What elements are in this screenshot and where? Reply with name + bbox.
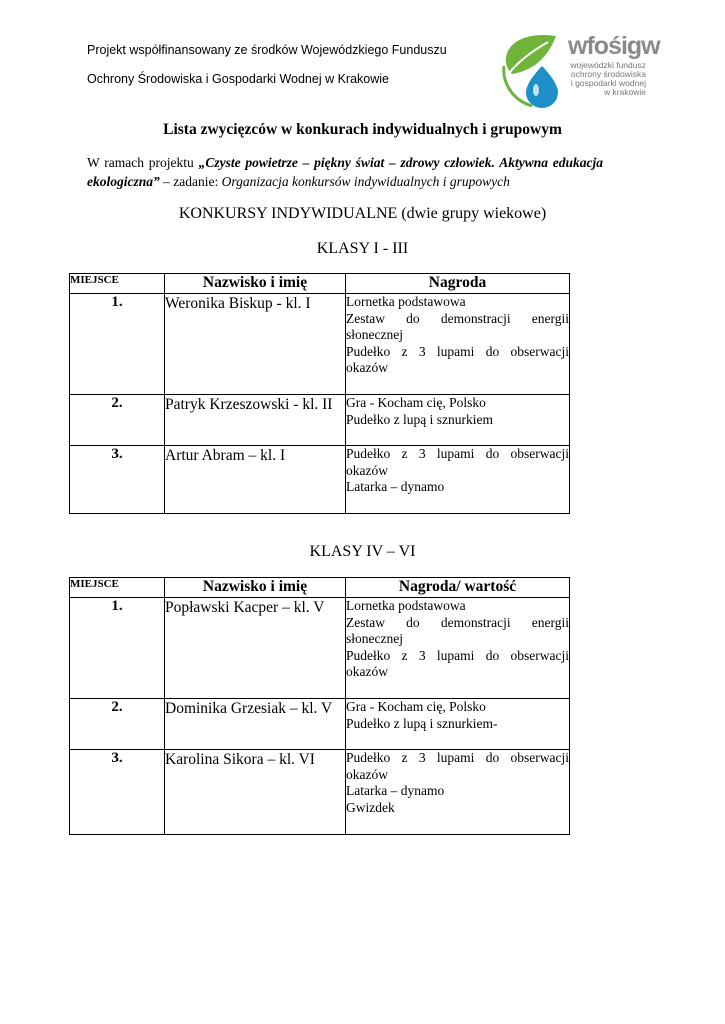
prize-item: Latarka – dynamo [346, 783, 445, 799]
prize-cell [346, 699, 570, 750]
results-table [69, 273, 570, 514]
name-cell: Popławski Kacper – kl. V [165, 598, 346, 699]
table-row [70, 750, 570, 835]
prize-item: Pudełko z 3 lupami do obserwacji okazów [346, 446, 569, 478]
prize-item: Lornetka podstawowa [346, 294, 466, 309]
prize-item: Latarka – dynamo [346, 479, 445, 495]
place-cell: 3. [70, 750, 165, 835]
prize-item: Zestaw do demonstracji energii słonecznej [346, 310, 569, 343]
intro-middle: – zadanie: [159, 174, 222, 189]
table-row [70, 598, 570, 699]
wfosigw-logo [498, 30, 658, 110]
column-header: Nagroda/ wartość [346, 578, 570, 598]
intro-paragraph [87, 153, 603, 191]
column-header: Nagroda [346, 274, 570, 294]
place-cell: 3. [70, 446, 165, 514]
prize-item: Lornetka podstawowa [346, 598, 466, 613]
section-heading: KONKURSY INDYWIDUALNE (dwie grupy wiekowe) [178, 205, 547, 222]
prize-item: Gwizdek [346, 799, 395, 815]
prize-cell [346, 395, 570, 446]
place-cell: 2. [70, 699, 165, 750]
document-title: Lista zwycięzców w konkurach indywidualnych i grupowym [163, 121, 562, 138]
prize-item: Pudełko z 3 lupami do obserwacji okazów [346, 750, 569, 782]
table-row [70, 446, 570, 514]
project-name: „Czyste powietrze – piękny świat – zdrowy człowiek. Aktywna edukacja ekologiczna” [87, 155, 603, 189]
results-table [69, 577, 570, 835]
prize-cell [346, 750, 570, 835]
logo-sub-line: i gospodarki wodnej [570, 78, 646, 88]
name-cell: Weronika Biskup - kl. I [165, 294, 346, 395]
prize-item: Pudełko z lupą i sznurkiem [346, 411, 493, 427]
prize-cell [346, 446, 570, 514]
place-cell: 2. [70, 395, 165, 446]
logo-sub-line: wojewódzki fundusz [570, 60, 646, 70]
place-cell: 1. [70, 294, 165, 395]
name-cell: Patryk Krzeszowski - kl. II [165, 395, 346, 446]
table-header-row [70, 274, 570, 294]
task-name: Organizacja konkursów indywidualnych i grupowych [221, 174, 510, 189]
prize-item: Pudełko z 3 lupami do obserwacji okazów [346, 647, 569, 680]
table-row [70, 699, 570, 750]
group-heading: KLASY I - III [316, 240, 409, 257]
table-row [70, 294, 570, 395]
name-cell: Dominika Grzesiak – kl. V [165, 699, 346, 750]
prize-item: Pudełko z lupą i sznurkiem- [346, 715, 498, 731]
name-cell: Karolina Sikora – kl. VI [165, 750, 346, 835]
table-row [70, 395, 570, 446]
prize-cell [346, 598, 570, 699]
column-header: Nazwisko i imię [165, 274, 346, 294]
header-line-2: Ochrony Środowiska i Gospodarki Wodnej w Krakowie [87, 72, 389, 86]
logo-brand-text: wfośigw [568, 32, 660, 60]
column-header: MIEJSCE [70, 274, 165, 294]
group-heading: KLASY IV – VI [309, 543, 416, 560]
prize-item: Gra - Kocham cię, Polsko [346, 699, 486, 714]
logo-sub-line: w krakowie [603, 87, 646, 97]
column-header: MIEJSCE [70, 578, 165, 598]
leaf-drop-icon [498, 30, 568, 110]
prize-cell [346, 294, 570, 395]
name-cell: Artur Abram – kl. I [165, 446, 346, 514]
prize-item: Pudełko z 3 lupami do obserwacji okazów [346, 343, 569, 376]
header-line-1: Projekt współfinansowany ze środków Wojewódzkiego Funduszu [87, 43, 447, 57]
logo-sub-line: ochrony środowiska [570, 69, 646, 79]
place-cell: 1. [70, 598, 165, 699]
prize-item: Gra - Kocham cię, Polsko [346, 395, 486, 410]
table-header-row [70, 578, 570, 598]
intro-prefix: W ramach projektu [87, 155, 199, 170]
column-header: Nazwisko i imię [165, 578, 346, 598]
prize-item: Zestaw do demonstracji energii słonecznej [346, 614, 569, 647]
